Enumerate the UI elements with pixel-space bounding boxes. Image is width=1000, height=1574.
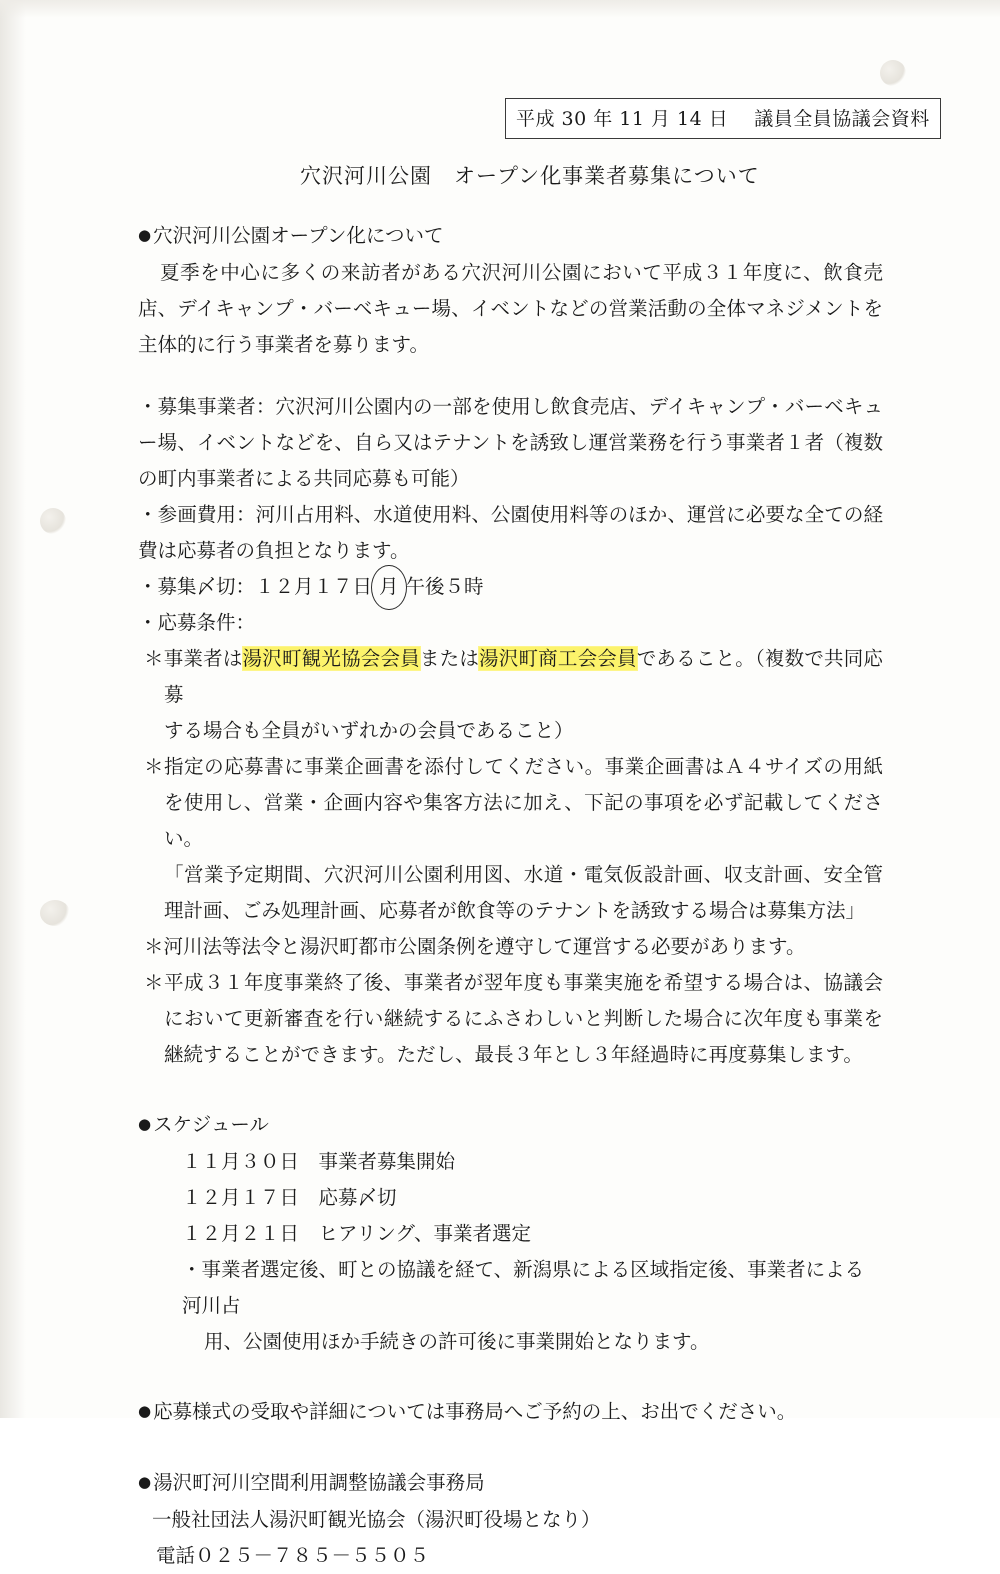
section-heading-schedule: ● スケジュール: [138, 1107, 883, 1144]
condition-membership-mid: または: [419, 647, 480, 670]
deadline-circled-day: 月: [372, 569, 406, 605]
scan-artifact: [40, 900, 70, 926]
deadline-text-pre: 募集〆切：１２月１７日: [157, 575, 373, 598]
schedule-note-line1: 事業者選定後、町との協議を経て、新潟県による区域指定後、事業者による河川占: [182, 1258, 865, 1317]
schedule-note: [182, 1252, 883, 1360]
header-stamp: 平成 30 年 11 月 14 日 議員全員協議会資料: [505, 98, 941, 139]
condition-law-compliance: ＊ 河川法等法令と湯沢町都市公園条例を遵守して運営する必要があります。: [164, 929, 883, 965]
contact-telephone: 電話０２５－７８５－５５０５: [156, 1544, 430, 1567]
condition-renewal: ＊ 平成３１年度事業終了後、事業者が翌年度も事業実施を希望する場合は、協議会において更新審査を行い継続するにふさわしいと判断した場合に次年度も事業を継続することができます。ただし、最長３年とし３年経過時に再度募集します。: [164, 965, 883, 1073]
schedule-row: １２月２１日 ヒアリング、事業者選定: [182, 1222, 532, 1245]
schedule-note-line2: 用、公園使用ほか手続きの許可後に事業開始となります。: [204, 1330, 710, 1353]
highlight-tourism-association: 湯沢町観光協会会員: [242, 647, 420, 670]
condition-membership: [164, 641, 883, 713]
scan-edge-shadow-top: [0, 0, 1000, 18]
document-body: [138, 218, 883, 1574]
highlight-chamber-of-commerce: 湯沢町商工会会員: [479, 647, 637, 670]
section-heading-overview: ● 穴沢河川公園オープン化について: [138, 218, 883, 255]
contact-office: ● 湯沢町河川空間利用調整協議会事務局: [138, 1465, 883, 1502]
condition-membership-post: であること。（複数で共同応募: [164, 647, 883, 706]
contact-organization: 一般社団法人湯沢町観光協会（湯沢町役場となり）: [152, 1508, 601, 1531]
deadline-text-post: 午後５時: [405, 575, 484, 598]
condition-application-form: ＊ 指定の応募書に事業企画書を添付してください。事業企画書はＡ４サイズの用紙を使用し、営業・企画内容や集客方法に加え、下記の事項を必ず記載してください。: [164, 749, 883, 857]
scan-artifact: [880, 60, 906, 86]
schedule-row: １２月１７日 応募〆切: [182, 1186, 397, 1209]
item-deadline: [138, 569, 883, 605]
condition-membership-line2: する場合も全員がいずれかの会員であること）: [164, 719, 574, 742]
schedule-row: １１月３０日 事業者募集開始: [182, 1150, 456, 1173]
page-title: 穴沢河川公園 オープン化事業者募集について: [300, 164, 760, 188]
item-conditions-label: ・ 応募条件：: [138, 605, 883, 641]
item-participation-cost: ・ 参画費用：河川占用料、水道使用料、公園使用料等のほか、運営に必要な全ての経費は応募者の負担となります。: [138, 497, 883, 569]
condition-quote-items: 「営業予定期間、穴沢河川公園利用図、水道・電気仮設計画、収支計画、安全管理計画、ごみ処理計画、応募者が飲食等のテナントを誘致する場合は募集方法」: [164, 863, 883, 922]
scan-edge-shadow: [0, 0, 26, 1418]
notice-line: ● 応募様式の受取や詳細については事務局へご予約の上、お出でください。: [138, 1394, 883, 1431]
scan-artifact: [40, 508, 66, 534]
item-recruit-target: ・ 募集事業者：穴沢河川公園内の一部を使用し飲食売店、デイキャンプ・バーベキュー場、イベントなどを、自ら又はテナントを誘致し運営業務を行う事業者１者（複数の町内事業者による共同応募も可能）: [138, 389, 883, 497]
section-paragraph-overview: 夏季を中心に多くの来訪者がある穴沢河川公園において平成３１年度に、飲食売店、デイキャンプ・バーベキュー場、イベントなどの営業活動の全体マネジメントを主体的に行う事業者を募ります。: [138, 261, 883, 356]
condition-membership-pre: 事業者は: [163, 647, 243, 670]
